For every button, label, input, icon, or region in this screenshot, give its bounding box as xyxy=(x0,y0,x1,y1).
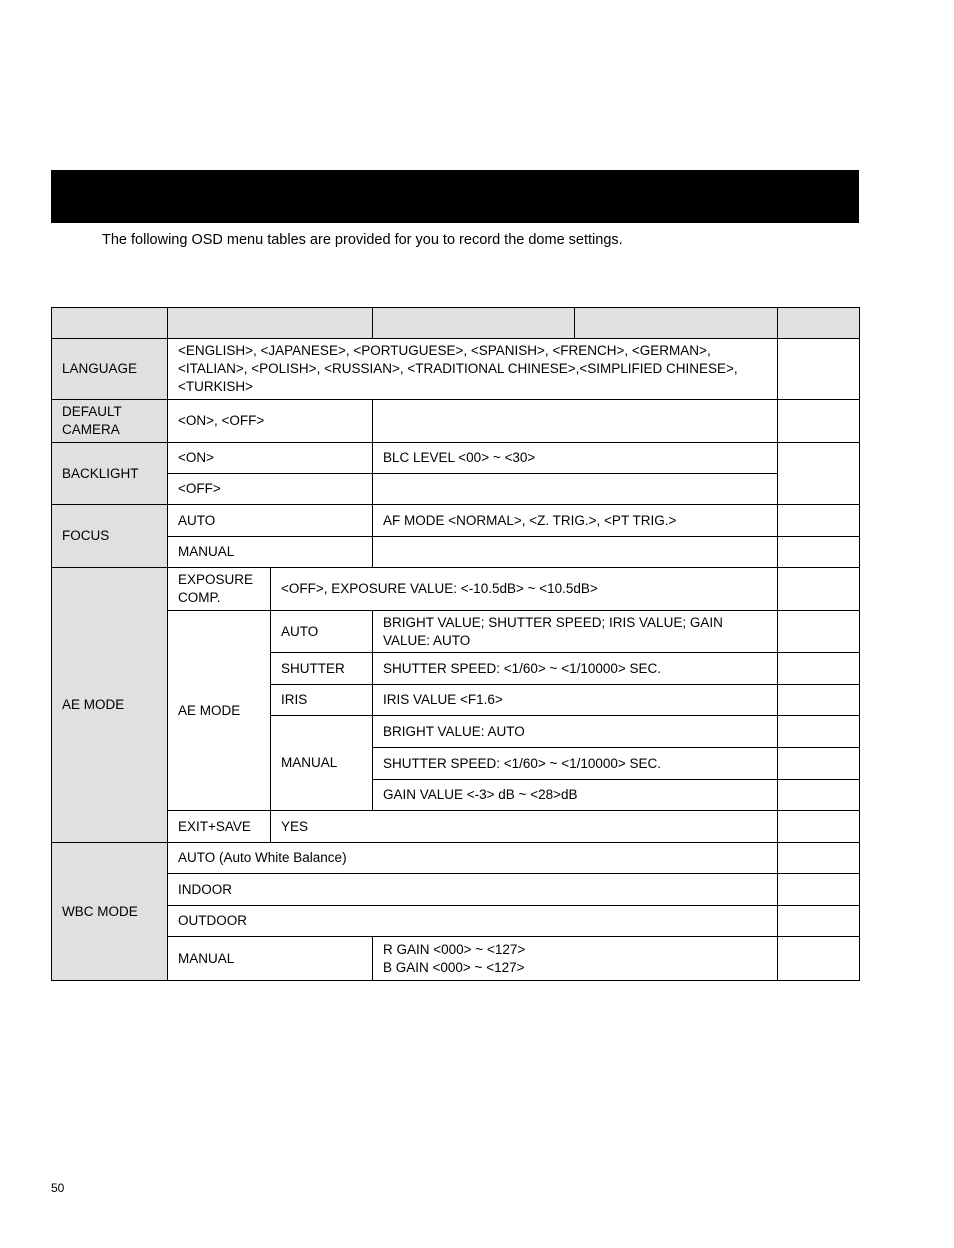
header-row xyxy=(52,308,860,339)
table-row xyxy=(52,400,860,443)
ae-manual-bright: BRIGHT VALUE: AUTO xyxy=(373,716,778,748)
record-cell xyxy=(778,843,860,874)
header-cell xyxy=(778,308,860,339)
language-options: <ENGLISH>, <JAPANESE>, <PORTUGUESE>, <SPANISH>, <FRENCH>, <GERMAN>, <ITALIAN>, <POLISH>, <RUSSIAN>, <TRADITIONAL CHINESE>,<SIMPLIFIED CHINESE>, <TURKISH> xyxy=(168,339,778,400)
wbc-auto: AUTO (Auto White Balance) xyxy=(168,843,778,874)
record-cell xyxy=(778,653,860,685)
table-row xyxy=(52,811,860,843)
ae-mode-sub-label: AE MODE xyxy=(168,611,271,811)
default-camera-options: <ON>, <OFF> xyxy=(168,400,373,443)
empty-cell xyxy=(373,474,778,505)
wbc-manual: MANUAL xyxy=(168,937,373,981)
record-cell xyxy=(778,811,860,843)
table-row xyxy=(52,937,860,981)
ae-iris-detail: IRIS VALUE <F1.6> xyxy=(373,685,778,716)
ae-manual-gain: GAIN VALUE <-3> dB ~ <28>dB xyxy=(373,780,778,811)
section-title-bar xyxy=(51,170,859,223)
table-row xyxy=(52,611,860,653)
table-row xyxy=(52,906,860,937)
empty-cell xyxy=(373,537,778,568)
wbc-outdoor: OUTDOOR xyxy=(168,906,778,937)
header-cell xyxy=(373,308,575,339)
exposure-comp-detail: <OFF>, EXPOSURE VALUE: <-10.5dB> ~ <10.5dB> xyxy=(271,568,778,611)
intro-text: The following OSD menu tables are provided for you to record the dome settings. xyxy=(102,232,623,248)
table-row xyxy=(52,843,860,874)
row-label-language: LANGUAGE xyxy=(52,339,168,400)
exit-save-label: EXIT+SAVE xyxy=(168,811,271,843)
record-cell xyxy=(778,443,860,505)
backlight-on: <ON> xyxy=(168,443,373,474)
ae-iris: IRIS xyxy=(271,685,373,716)
ae-auto: AUTO xyxy=(271,611,373,653)
ae-auto-detail: BRIGHT VALUE; SHUTTER SPEED; IRIS VALUE; GAIN VALUE: AUTO xyxy=(373,611,778,653)
exposure-comp-label: EXPOSURE COMP. xyxy=(168,568,271,611)
ae-manual-shutter: SHUTTER SPEED: <1/60> ~ <1/10000> SEC. xyxy=(373,748,778,780)
row-label-default-camera: DEFAULT CAMERA xyxy=(52,400,168,443)
header-cell xyxy=(52,308,168,339)
exit-save-value: YES xyxy=(271,811,778,843)
record-cell xyxy=(778,505,860,537)
table-row xyxy=(52,443,860,474)
record-cell xyxy=(778,748,860,780)
record-cell xyxy=(778,611,860,653)
wbc-r-gain: R GAIN <000> ~ <127> xyxy=(383,941,526,957)
wbc-manual-detail xyxy=(373,937,778,981)
backlight-on-detail: BLC LEVEL <00> ~ <30> xyxy=(373,443,778,474)
ae-shutter: SHUTTER xyxy=(271,653,373,685)
record-cell xyxy=(778,339,860,400)
ae-manual: MANUAL xyxy=(271,716,373,811)
record-cell xyxy=(778,906,860,937)
record-cell xyxy=(778,400,860,443)
record-cell xyxy=(778,716,860,748)
focus-auto: AUTO xyxy=(168,505,373,537)
table-row xyxy=(52,874,860,906)
table-row xyxy=(52,568,860,611)
wbc-indoor: INDOOR xyxy=(168,874,778,906)
wbc-b-gain: B GAIN <000> ~ <127> xyxy=(383,959,525,975)
record-cell xyxy=(778,537,860,568)
record-cell xyxy=(778,780,860,811)
row-label-backlight: BACKLIGHT xyxy=(52,443,168,505)
record-cell xyxy=(778,937,860,981)
row-label-focus: FOCUS xyxy=(52,505,168,568)
row-label-ae-mode: AE MODE xyxy=(52,568,168,843)
row-label-wbc-mode: WBC MODE xyxy=(52,843,168,981)
table-row xyxy=(52,505,860,537)
focus-auto-detail: AF MODE <NORMAL>, <Z. TRIG.>, <PT TRIG.> xyxy=(373,505,778,537)
header-cell xyxy=(168,308,373,339)
ae-shutter-detail: SHUTTER SPEED: <1/60> ~ <1/10000> SEC. xyxy=(373,653,778,685)
table-row xyxy=(52,339,860,400)
table-row xyxy=(52,537,860,568)
record-cell xyxy=(778,568,860,611)
empty-cell xyxy=(373,400,778,443)
record-cell xyxy=(778,874,860,906)
table-row xyxy=(52,474,860,505)
record-cell xyxy=(778,685,860,716)
backlight-off: <OFF> xyxy=(168,474,373,505)
osd-settings-table xyxy=(51,307,860,981)
header-cell xyxy=(575,308,778,339)
page-number: 50 xyxy=(51,1181,65,1195)
focus-manual: MANUAL xyxy=(168,537,373,568)
